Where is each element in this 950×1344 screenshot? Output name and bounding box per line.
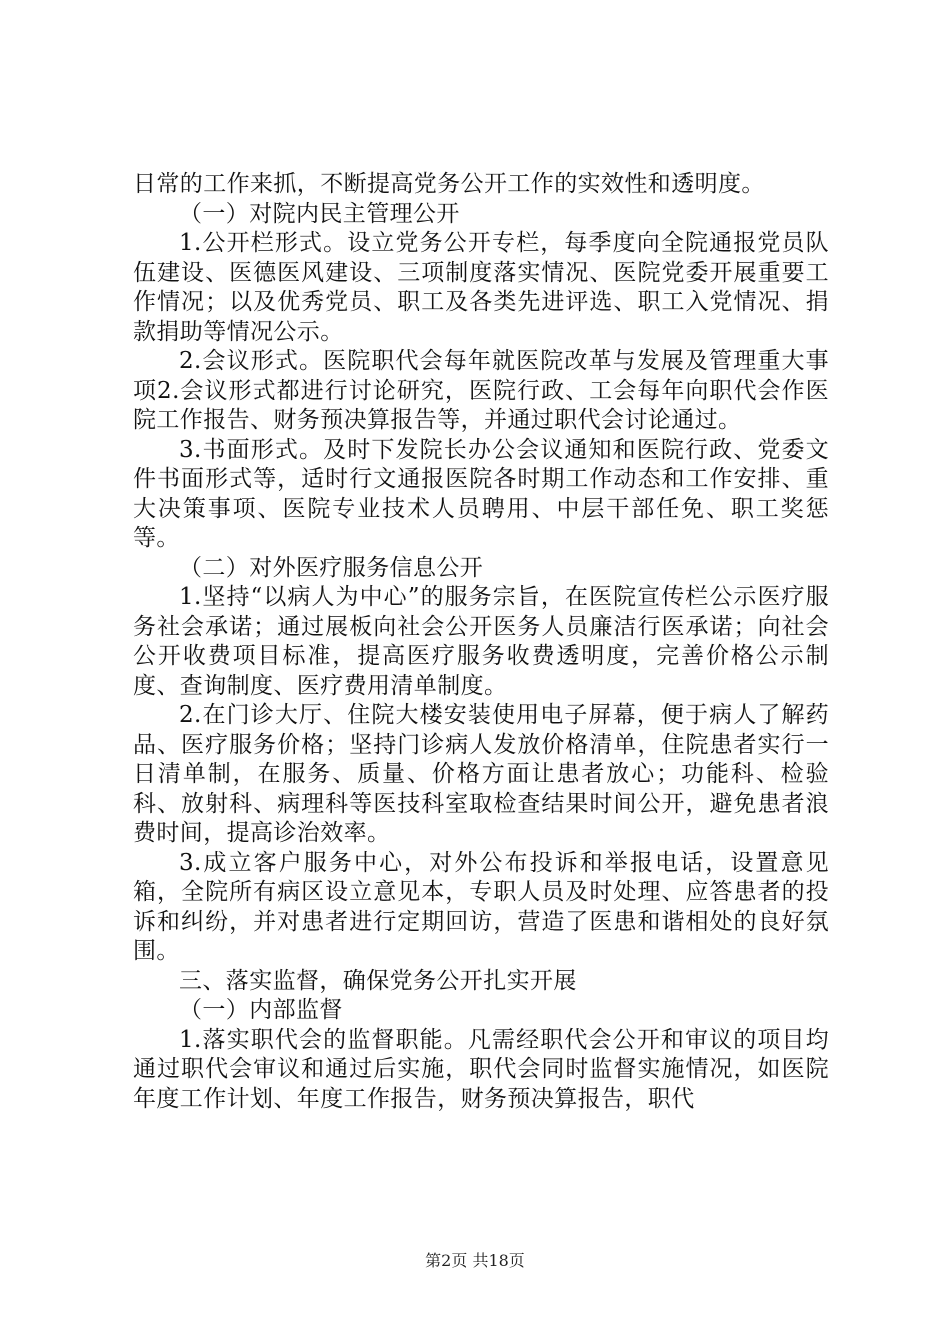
document-body (133, 170, 829, 1114)
paragraph: 日常的工作来抓，不断提高党务公开工作的实效性和透明度。 (133, 171, 765, 197)
section-heading: （一）对院内民主管理公开 (179, 200, 460, 227)
paragraph: 1.公开栏形式。设立党务公开专栏，每季度向全院通报党员队伍建设、医德医风建设、三项制度落实情况、医院党委开展重要工作情况；以及优秀党员、职工及各类先进评选、职工入党情况、捐款捐助等情况公示。 (133, 230, 829, 345)
paragraph: 2.在门诊大厅、住院大楼安装使用电子屏幕，便于病人了解药品、医疗服务价格；坚持门诊病人发放价格清单，住院患者实行一日清单制，在服务、质量、价格方面让患者放心；功能科、检验科、放射科、病理科等医技科室取检查结果时间公开，避免患者浪费时间，提高诊治效率。 (133, 702, 829, 846)
paragraph: 3.成立客户服务中心，对外公布投诉和举报电话，设置意见箱，全院所有病区设立意见本，专职人员及时处理、应答患者的投诉和纠纷，并对患者进行定期回访，营造了医患和谐相处的良好氛围。 (133, 849, 829, 964)
section-heading: 三、落实监督，确保党务公开扎实开展 (179, 967, 577, 994)
paragraph: 2.会议形式。医院职代会每年就医院改革与发展及管理重大事项2.会议形式都进行讨论研究，医院行政、工会每年向职代会作医院工作报告、财务预决算报告等，并通过职代会讨论通过。 (133, 348, 829, 433)
paragraph: 3.书面形式。及时下发院长办公会议通知和医院行政、党委文件书面形式等，适时行文通报医院各时期工作动态和工作安排、重大决策事项、医院专业技术人员聘用、中层干部任免、职工奖惩等。 (133, 436, 829, 551)
paragraph: 1.落实职代会的监督职能。凡需经职代会公开和审议的项目均通过职代会审议和通过后实施，职代会同时监督实施情况，如医院年度工作计划、年度工作报告，财务预决算报告，职代 (133, 1026, 829, 1112)
section-heading: （一）内部监督 (179, 997, 343, 1023)
section-heading: （二）对外医疗服务信息公开 (179, 554, 484, 581)
page-footer: 第2页 共18页 (425, 1251, 525, 1270)
paragraph: 1.坚持“以病人为中心”的服务宗旨，在医院宣传栏公示医疗服务社会承诺；通过展板向社会公开医务人员廉洁行医承诺；向社会公开收费项目标准，提高医疗服务收费透明度，完善价格公示制度、查询制度、医疗费用清单制度。 (133, 584, 829, 699)
